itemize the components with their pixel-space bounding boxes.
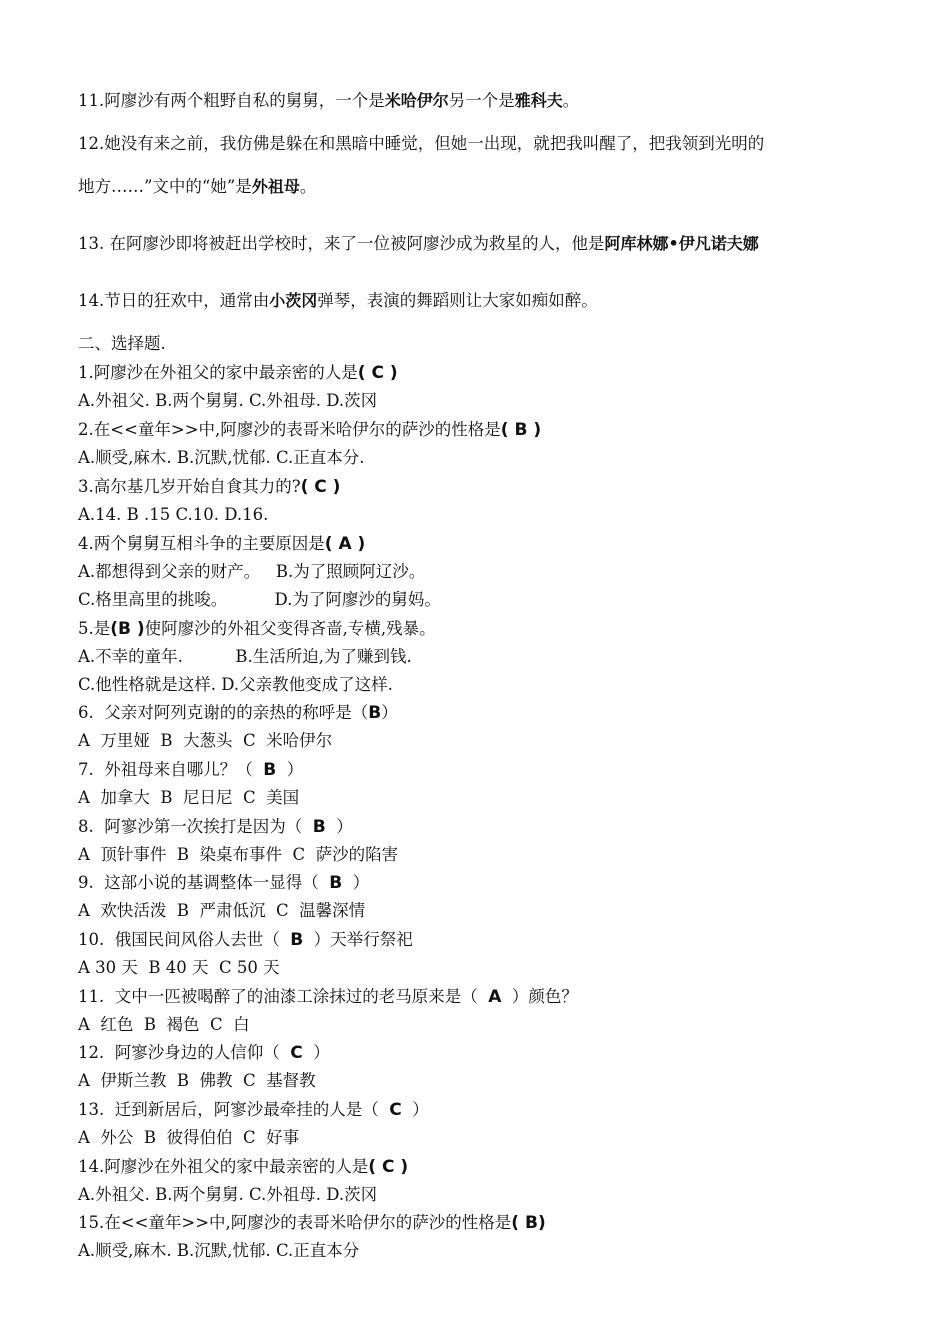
mc-question: 12. 阿寥沙身边的人信仰（ C ）	[78, 1043, 330, 1063]
mc-options: A 欢快活泼 B 严肃低沉 C 温馨深情	[78, 901, 366, 920]
mc-options: A 伊斯兰教 B 佛教 C 基督教	[78, 1071, 316, 1090]
fill-question-11	[78, 90, 910, 112]
answer-text: ( C )	[357, 363, 398, 383]
fill-question-12-cont	[78, 176, 910, 198]
answer-text: ( A )	[324, 534, 366, 554]
question-text: 11.阿廖沙有两个粗野自私的舅舅，一个是	[78, 91, 385, 110]
mc-options: A.都想得到父亲的财产。 B.为了照顾阿辽沙。	[78, 562, 426, 581]
mc-question: 9. 这部小说的基调整体一显得（ B ）	[78, 873, 370, 893]
mc-options: A.顺受,麻木. B.沉默,忧郁. C.正直本分.	[78, 448, 365, 467]
mc-options: C.他性格就是这样. D.父亲教他变成了这样.	[78, 675, 393, 694]
mc-question: 15.在<<童年>>中,阿廖沙的表哥米哈伊尔的萨沙的性格是( B)	[78, 1213, 546, 1233]
mc-options: A 外公 B 彼得伯伯 C 好事	[78, 1128, 300, 1147]
mc-options: A.14. B .15 C.10. D.16.	[78, 505, 269, 524]
question-text: 12.她没有来之前，我仿佛是躲在和黑暗中睡觉，但她一出现，就把我叫醒了，把我领到光明的	[78, 134, 765, 153]
answer-text: 阿库林娜•伊凡诺夫娜	[604, 234, 759, 253]
answer-text: ( B)	[511, 1213, 546, 1233]
mc-question: 13. 迁到新居后，阿寥沙最牵挂的人是（ C ）	[78, 1100, 429, 1120]
answer-text: 米哈伊尔	[384, 91, 449, 110]
fill-question-14	[78, 290, 910, 312]
mc-question: 6. 父亲对阿列克谢的的亲热的称呼是（B）	[78, 703, 398, 723]
mc-question: 2.在<<童年>>中,阿廖沙的表哥米哈伊尔的萨沙的性格是( B )	[78, 420, 542, 440]
fill-question-13	[78, 233, 910, 255]
mc-options: A.不幸的童年. B.生活所迫,为了赚到钱.	[78, 647, 412, 666]
answer-text: B	[312, 817, 326, 837]
answer-text: A	[488, 987, 502, 1007]
answer-text: B	[263, 760, 277, 780]
question-text: 。	[299, 177, 317, 196]
question-text: 13. 在阿廖沙即将被赶出学校时，来了一位被阿廖沙成为救星的人，他是	[78, 234, 605, 253]
mc-question: 10. 俄国民间风俗人去世（ B ）天举行祭祀	[78, 930, 413, 950]
answer-text: B	[368, 703, 382, 723]
mc-options: A 万里娅 B 大葱头 C 米哈伊尔	[78, 731, 333, 750]
question-text: 地方……”文中的“她”是	[78, 177, 252, 196]
mc-options: A 红色 B 褐色 C 白	[78, 1015, 250, 1034]
mc-question: 3.高尔基几岁开始自食其力的?( C )	[78, 477, 341, 497]
answer-text: B	[329, 873, 343, 893]
answer-text: ( C )	[368, 1157, 409, 1177]
mc-options: C.格里高里的挑唆。 D.为了阿廖沙的舅妈。	[78, 590, 441, 609]
answer-text: ( C )	[300, 477, 341, 497]
answer-text: B	[290, 930, 304, 950]
mc-question: 5.是(B )使阿廖沙的外祖父变得吝啬,专横,残暴。	[78, 619, 436, 639]
answer-text: 小茨冈	[269, 291, 318, 310]
mc-options: A.外祖父. B.两个舅舅. C.外祖母. D.茨冈	[78, 1185, 378, 1204]
answer-text: C	[389, 1100, 402, 1120]
answer-text: 外祖母	[251, 177, 300, 196]
mc-question: 4.两个舅舅互相斗争的主要原因是( A )	[78, 534, 366, 554]
question-text: 。	[562, 91, 580, 110]
mc-question: 14.阿廖沙在外祖父的家中最亲密的人是( C )	[78, 1157, 409, 1177]
question-text: 弹琴，表演的舞蹈则让大家如痴如醉。	[317, 291, 598, 310]
mc-options: A 顶针事件 B 染桌布事件 C 萨沙的陷害	[78, 845, 399, 864]
answer-text: (B )	[110, 619, 145, 639]
answer-text: ( B )	[500, 420, 542, 440]
mc-question: 11. 文中一匹被喝醉了的油漆工涂抹过的老马原来是（ A ）颜色？	[78, 987, 578, 1007]
mc-question: 8. 阿寥沙第一次挨打是因为（ B ）	[78, 817, 353, 837]
mc-options: A 30 天 B 40 天 C 50 天	[78, 958, 280, 977]
mc-question: 7. 外祖母来自哪儿？（ B ）	[78, 760, 304, 780]
fill-question-12	[78, 133, 910, 155]
question-text: 另一个是	[448, 91, 515, 110]
answer-text: C	[290, 1043, 303, 1063]
mc-question: 1.阿廖沙在外祖父的家中最亲密的人是( C )	[78, 363, 398, 383]
mc-options: A.外祖父. B.两个舅舅. C.外祖母. D.茨冈	[78, 391, 378, 410]
answer-text: 雅科夫	[514, 91, 563, 110]
mc-options: A.顺受,麻木. B.沉默,忧郁. C.正直本分	[78, 1241, 360, 1260]
section-title: 二、选择题.	[78, 334, 166, 353]
question-text: 14.节日的狂欢中，通常由	[78, 291, 270, 310]
mc-options: A 加拿大 B 尼日尼 C 美国	[78, 788, 300, 807]
